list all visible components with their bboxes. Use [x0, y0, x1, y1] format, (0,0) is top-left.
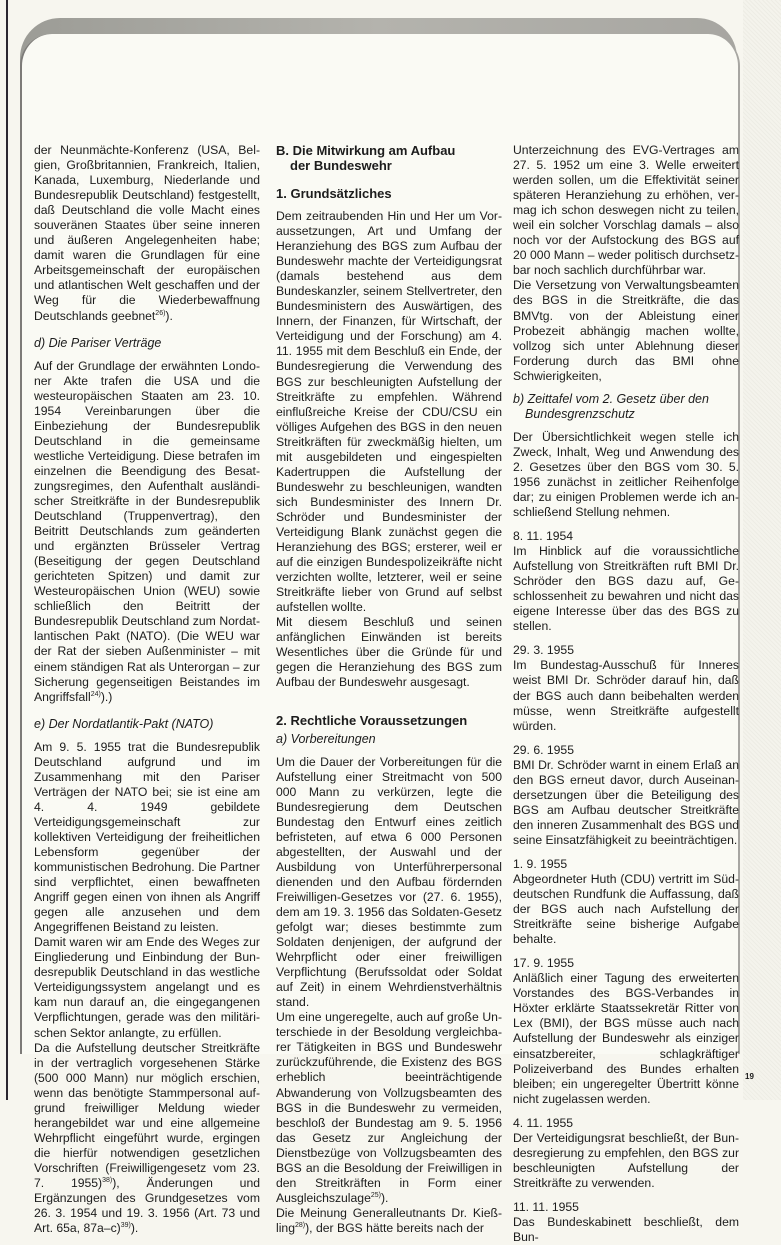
- subheading-rechtliche-voraussetzungen: 2. Rechtliche Voraussetzungen: [276, 712, 468, 728]
- text-column-right: [513, 143, 739, 1245]
- footnote-ref: 26): [155, 309, 166, 317]
- timeline-entry: [513, 1200, 739, 1245]
- paragraph-text: Die Meinung Generalleutnants Dr. Kießling: [276, 1205, 502, 1235]
- paragraph: Unterzeichnung des EVG-Vertrages am 27. 5. 1952 um eine 3. Welle erweitert werden sollen, um die Effektivität seiner späteren Heranziehung zu erhöhen, vermag ich schon deswegen nicht zu teilen, weil ein solcher Vorschlag damals – also noch vor der Aufstockung des BGS auf 20 000 Mann – weder politisch durchsetzbar noch sachlich durchführbar war.: [513, 143, 739, 278]
- timeline: [513, 529, 739, 1245]
- paragraph: Dem zeitraubenden Hin und Her um Voraussetzungen, Art und Umfang der Heranziehung des BGS zum Aufbau der Bundeswehr machte der Verteidigungsrat (damals bestehend aus dem Bundeskanzler, seinem Stellvertreter, den Bundesministern des Auswärtigen, des Innern, der Finanzen, für Wirtschaft, der Verteidigung und der Forschung) am 4. 11. 1955 mit dem Beschluß ein Ende, der Bundesregierung die Verwendung des BGS zur beschleunigten Aufstellung der Streitkräfte zu empfehlen. Während einflußreiche Kreise der CDU/CSU ein völliges Aufgehen des BGS in den neuen Streitkräften für zweckmäßig hielten, um mit ausgebildeten und eingespielten Kadertruppen die Aufstellung der Bundeswehr zu beschleunigen, wandten sich Bundesminister des Innern Dr. Schröder und Bundesminister der Verteidigung Blank zunächst gegen die Heranziehung des BGS; ersterer, weil er auf die einzigen Bundespolizeikräfte nicht verzichten wollte, letzterer, weil er seine Streitkräfte lieber von Grund auf selbst aufstellen wollte.: [276, 209, 502, 615]
- paragraph-text: ), Änderungen und Ergänzungen des Grundgesetzes vom 26. 3. 1954 und 19. 3. 1956 (Art. 73 und Art. 65a, 87a–c): [34, 1176, 260, 1236]
- paragraph: Die Versetzung von Verwaltungsbeamten des BGS in die Streitkräfte, die das BMVtg. von der Ableistung einer Probezeit abhängig machen wollte, vollzog sich unter Ablehnung dieser Forderung durch das BMI ohne Schwierigkeiten,: [513, 278, 739, 383]
- subheading-zeittafel: [513, 392, 739, 422]
- subheading-vorbereitungen: a) Vorbereitungen: [276, 731, 376, 746]
- timeline-date: 1. 9. 1955: [513, 856, 568, 871]
- timeline-text: BMI Dr. Schröder warnt in einem Erlaß an den BGS erneut davor, durch Auseinandersetzungen über die Beteiligung des BGS am Aufbau deutscher Streitkräfte den inneren Zusammenhalt des BGS und seine Einsatzfähigkeit zu beeinträchtigen.: [513, 757, 739, 847]
- section-heading-b: [276, 143, 502, 173]
- paragraph: [276, 1206, 502, 1236]
- subheading-nordatlantik-pakt: e) Der Nordatlantik-Pakt (NATO): [34, 716, 214, 731]
- timeline-date: 4. 11. 1955: [513, 1115, 574, 1130]
- timeline-date: 8. 11. 1954: [513, 529, 574, 544]
- paragraph: [34, 143, 260, 324]
- footnote-ref: 39): [120, 1222, 131, 1230]
- subheading-pariser-vertraege: d) Die Pariser Verträge: [34, 335, 162, 350]
- scan-edge-right: [743, 0, 781, 1100]
- subheading-line: b) Zeittafel vom 2. Gesetz über den: [513, 391, 709, 406]
- paragraph-text: ).: [380, 1190, 389, 1205]
- timeline-text: Anläßlich einer Tagung des erweiterten Vorstandes des BGS-Verbandes in Höxter erklärte Staatssekretär Ritter von Lex (BMI), der BGS müsse auch nach Aufstellung der Bundeswehr als einziger einsatzbereiter, schlagkräftiger Polizeiverband des Bundes erhalten bleiben; ein ungeregelter Übertritt könne nicht zugelassen werden.: [513, 971, 739, 1106]
- footnote-ref: 25): [370, 1191, 381, 1199]
- paragraph-text: Auf der Grundlage der erwähnten Londoner Akte trafen die USA und die westeuropäischen Staaten am 23. 10. 1954 Vereinbarungen über die Einbeziehung der Bundesrepublik Deutschland in die gemeinsame westliche Verteidigung. Diese betrafen im einzelnen die Beendigung des Besatzungsregimes, den Aufenthalt ausländischer Streitkräfte in der Bundesrepublik Deutschland (Truppenvertrag), den Beitritt Deutschlands zum geänderten und ergänzten Brüsseler Vertrag (Beseitigung der gegen Deutschland gerichteten Spitzen) und damit zur Westeuropäischen Union (WEU) sowie schließlich den Beitritt der Bundesrepublik Deutschland zum Nordatlantischen Pakt (NATO). (Die WEU war der Rat der sieben Außenminister – mit einem ständigen Rat als Unterorgan – zur Sicherung gegenseitigen Beistandes im Angriffsfall: [34, 358, 260, 704]
- timeline-text: Der Verteidigungsrat beschließt, der Bundesregierung zu empfehlen, den BGS zur beschleunigten Aufstellung der Streitkräfte zu verwenden.: [513, 1130, 739, 1190]
- paragraph-text: Um eine ungeregelte, auch auf große Unterschiede in der Besoldung vergleichbarer Tätigkeiten in BGS und Bundeswehr zurückzuführende, die Existenz des BGS erheblich beeinträchtigende Abwanderung von Vollzugsbeamten des BGS in die Bundeswehr zu vermeiden, beschloß der Bundestag am 9. 5. 1956 das Gesetz zur Angleichung der Dienstbezüge von Vollzugsbeamten des BGS an die Besoldung der Freiwilligen in den Streitkräften in Form einer Ausgleichszulage: [276, 1010, 502, 1205]
- timeline-text: Im Hinblick auf die voraussichtliche Aufstellung von Streitkräften ruft BMI Dr. Schröder den BGS dazu auf, Geschlossenheit zu bewahren und nicht das eigene Interesse über das des BGS zu stellen.: [513, 544, 739, 634]
- paragraph-text: ), der BGS hätte bereits nach der: [305, 1220, 484, 1235]
- page-number: 19: [745, 1072, 754, 1081]
- paragraph: Um die Dauer der Vorbereitungen für die Aufstellung einer Streitmacht von 500 000 Mann zu verkürzen, legte die Bundesregierung dem Deutschen Bundestag den Entwurf eines zeitlich befristeten, auf etwa 6 000 Personen abgestellten, der Auswahl und der Ausbildung von Unterführerpersonal dienenden und den Aufbau fördernden Freiwilligen-Gesetzes vor (27. 6. 1955), dem am 19. 3. 1956 das Soldaten-Gesetz gefolgt war; dieses bestimmte zum Soldaten denjenigen, der aufgrund der Wehrpflicht oder einer freiwilligen Verpflichtung (Berufssoldat oder Soldat auf Zeit) in einem Wehrdienstverhältnis stand.: [276, 754, 502, 1010]
- paragraph: [34, 1041, 260, 1237]
- paragraph-text: ).: [130, 1221, 139, 1236]
- timeline-entry: [513, 643, 739, 733]
- timeline-date: 17. 9. 1955: [513, 956, 574, 971]
- paragraph: Der Übersichtlichkeit wegen stelle ich Zweck, Inhalt, Weg und Anwendung des 2. Gesetzes über den BGS vom 30. 5. 1956 zunächst in zeitlicher Reihenfolge dar; zu einigen Problemen werde ich anschließend Stellung nehmen.: [513, 429, 739, 519]
- paragraph-text: ).): [100, 689, 113, 704]
- timeline-entry: [513, 857, 739, 947]
- text-column-left: [34, 143, 260, 1236]
- paragraph-text: Da die Aufstellung deutscher Streitkräfte in der vertraglich vorgesehenen Stärke (500 000 Mann) nur möglich erschien, wenn das benötigte Stammpersonal aufgrund freiwilliger Meldung wieder herangebildet war und eine allgemeine Wehrpflicht eingeführt wurde, ergingen die hierfür notwendigen gesetzlichen Vorschriften (Freiwilligengesetz vom 23. 7. 1955): [34, 1040, 260, 1190]
- timeline-entry: [513, 1116, 739, 1191]
- timeline-text: Im Bundestag-Ausschuß für Inneres weist BMI Dr. Schröder darauf hin, daß der BGS auch dann beibehalten werden müsse, wenn Streitkräfte aufgestellt würden.: [513, 658, 739, 733]
- timeline-date: 29. 3. 1955: [513, 643, 574, 658]
- paragraph-text: ).: [165, 308, 173, 323]
- timeline-text: Abgeordneter Huth (CDU) vertritt im Süddeutschen Rundfunk die Auffassung, daß der BGS auch nach Aufstellung der Streitkräfte seine bisherige Aufgabe behalte.: [513, 872, 739, 947]
- timeline-date: 11. 11. 1955: [513, 1199, 579, 1214]
- paragraph: Mit diesem Beschluß und seinen anfänglichen Einwänden ist bereits Wesentliches über die Gründe für und gegen die Heranziehung des BGS zum Aufbau der Bundeswehr ausgesagt.: [276, 615, 502, 690]
- section-heading-line: B. Die Mitwirkung am Aufbau: [276, 143, 456, 158]
- footnote-ref: 24): [90, 690, 101, 698]
- paragraph: Am 9. 5. 1955 trat die Bundesrepublik Deutschland aufgrund und im Zusammenhang mit den Pariser Verträgen der NATO bei; sie ist eine am 4. 4. 1949 gebildete Verteidigungsgemeinschaft zur kollektiven Verteidigung der freiheitlichen Lebensform gegenüber der kommunistischen Bedrohung. Die Partner sind verpflichtet, einen bewaffneten Angriff gegen einen von ihnen als Angriff gegen alle anzusehen und dem Angegriffenen Beistand zu leisten.: [34, 739, 260, 935]
- subheading-line: Bundesgrenzschutz: [525, 406, 635, 421]
- scan-edge-left: [6, 0, 8, 1100]
- paragraph: [34, 359, 260, 705]
- timeline-entry: [513, 743, 739, 848]
- timeline-entry: [513, 529, 739, 634]
- timeline-entry: [513, 956, 739, 1106]
- text-column-middle: [276, 143, 502, 1236]
- subheading-grundsaetzliches: 1. Grundsätzliches: [276, 186, 392, 201]
- timeline-date: 29. 6. 1955: [513, 742, 574, 757]
- paragraph: Damit waren wir am Ende des Weges zur Eingliederung und Einbindung der Bundesrepublik Deutschland in das westliche Verteidigungssystem angelangt und es kam nun darauf an, die eingegangenen Verpflichtungen, gerade was den militärischen Sektor anlangte, zu erfüllen.: [34, 935, 260, 1040]
- footnote-ref: 28): [294, 1221, 306, 1229]
- paragraph: [276, 1010, 502, 1206]
- footnote-ref: 38): [102, 1176, 113, 1184]
- timeline-text: Das Bundeskabinett beschließt, dem Bun-: [513, 1215, 739, 1245]
- section-heading-line: der Bundeswehr: [290, 158, 392, 173]
- paragraph-text: der Neunmächte-Konferenz (USA, Belgien, Großbritannien, Frankreich, Italien, Kanada, Luxemburg, Niederlande und Bundesrepublik Deutschland) festgestellt, daß Deutschland die volle Macht eines souveränen Staates über seine inneren und äußeren Angelegenheiten habe; damit waren die Grundlagen für eine Arbeitsgemeinschaft der europäischen und atlantischen Welt geschaffen und der Weg für die Wiederbewaffnung Deutschlands geebnet: [34, 143, 260, 323]
